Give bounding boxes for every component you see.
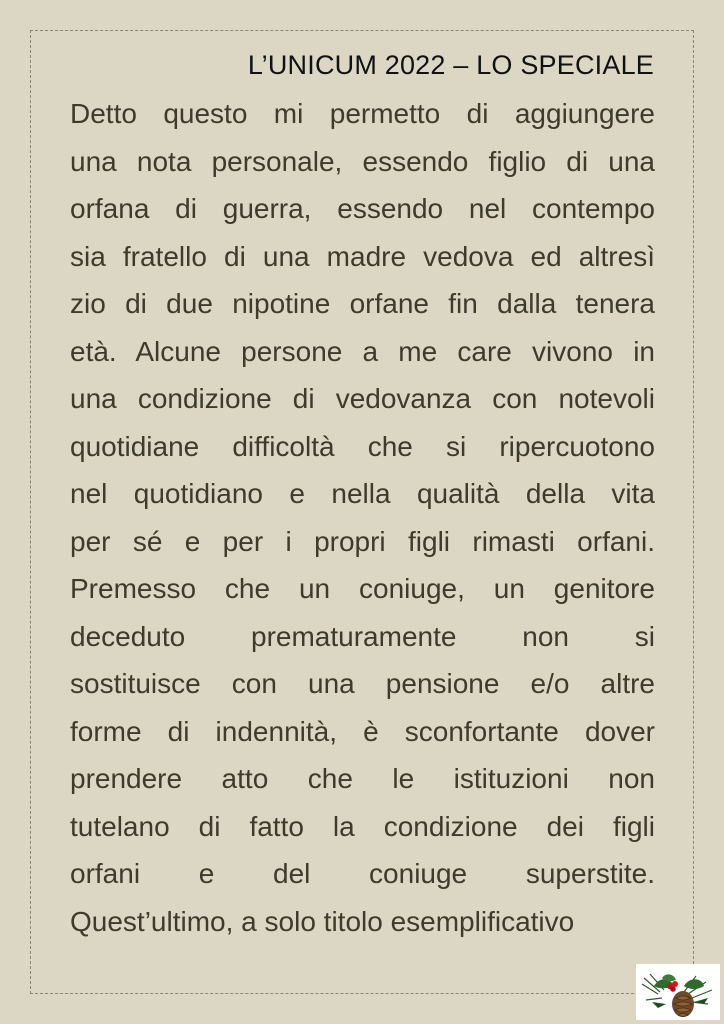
text-line: deceduto prematuramente non si <box>70 620 655 652</box>
text-line: Detto questo mi permetto di aggiungere <box>70 98 655 129</box>
text-line: per sé e per i propri figli rimasti orfani. <box>70 525 655 557</box>
text-line: orfani e del coniuge superstite. <box>70 858 655 889</box>
text-line: quotidiane difficoltà che si ripercuotono <box>70 430 655 462</box>
text-line: Quest’ultimo, a solo titolo esemplificativo <box>70 905 575 937</box>
text-line: nel quotidiano e nella qualità della vita <box>70 478 655 509</box>
text-line: forme di indennità, è sconfortante dover <box>70 715 655 747</box>
text-line: sostituisce con una pensione e/o altre <box>70 668 655 699</box>
text-line: prendere atto che le istituzioni non <box>70 763 655 794</box>
text-line: una condizione di vedovanza con notevoli <box>70 383 655 414</box>
article-body <box>70 90 655 945</box>
text-line: sia fratello di una madre vedova ed altresì <box>70 240 655 272</box>
pine-cone-holly-ornament-icon <box>636 964 720 1020</box>
text-line: Premesso che un coniuge, un genitore <box>70 573 655 604</box>
text-line: orfana di guerra, essendo nel contempo <box>70 193 655 224</box>
page-header: L’UNICUM 2022 – LO SPECIALE <box>247 50 654 80</box>
text-line: tutelano di fatto la condizione dei figli <box>70 810 655 842</box>
text-line: una nota personale, essendo figlio di una <box>70 145 655 177</box>
text-line: età. Alcune persone a me care vivono in <box>70 335 655 367</box>
text-line: zio di due nipotine orfane fin dalla tenera <box>70 288 655 319</box>
